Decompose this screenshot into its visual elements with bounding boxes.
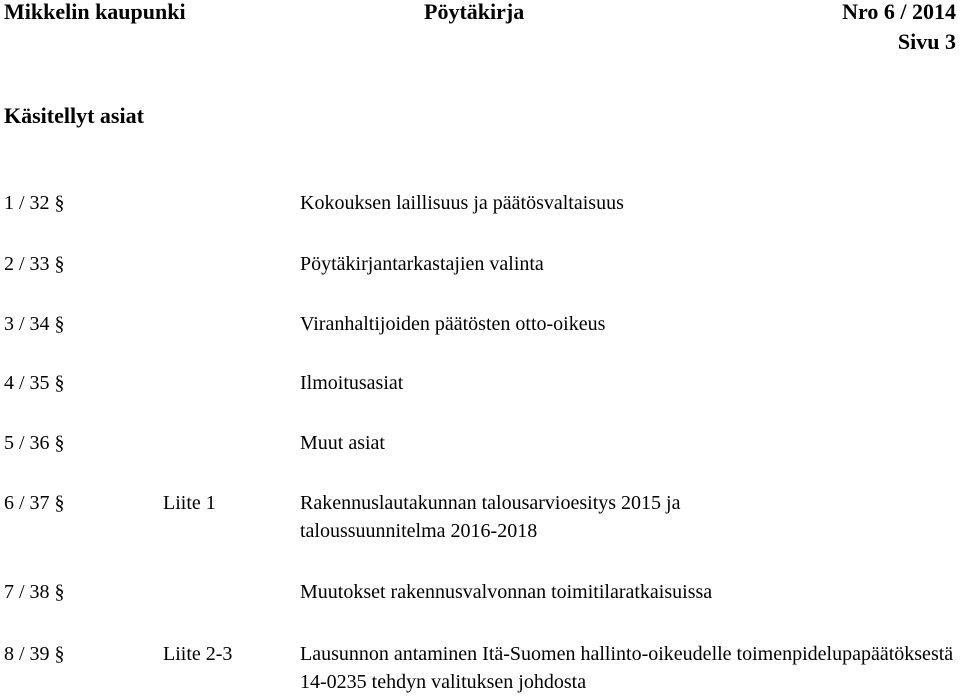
item-title: Ilmoitusasiat [300, 372, 404, 394]
section-title: Käsitellyt asiat [4, 103, 144, 128]
item-title: Muut asiat [300, 432, 385, 454]
item-number: 3 / 34 § [4, 313, 65, 335]
document-type: Pöytäkirja [424, 0, 525, 24]
item-number: 5 / 36 § [4, 432, 65, 454]
item-number: 7 / 38 § [4, 581, 65, 603]
item-number: 4 / 35 § [4, 372, 65, 394]
document-number: Nro 6 / 2014 [842, 0, 956, 24]
item-title: Kokouksen laillisuus ja päätösvaltaisuus [300, 192, 624, 214]
item-attachment: Liite 1 [163, 492, 216, 514]
item-number: 8 / 39 § [4, 643, 65, 665]
organization-name: Mikkelin kaupunki [4, 0, 186, 24]
item-number: 1 / 32 § [4, 192, 65, 214]
item-title: Muutokset rakennusvalvonnan toimitilaratkaisuissa [300, 581, 713, 603]
item-title: Viranhaltijoiden päätösten otto-oikeus [300, 313, 606, 335]
item-title: Lausunnon antaminen Itä-Suomen hallinto-oikeudelle toimenpidelupapäätöksestä 14-0235 tehdyn valituksen johdosta [300, 643, 954, 693]
item-number: 2 / 33 § [4, 253, 65, 275]
item-title: Rakennuslautakunnan talousarvioesitys 2015 ja taloussuunnitelma 2016-2018 [300, 492, 681, 542]
item-attachment: Liite 2-3 [163, 643, 233, 665]
item-number: 6 / 37 § [4, 492, 65, 514]
item-title: Pöytäkirjantarkastajien valinta [300, 253, 544, 275]
page-number: Sivu 3 [897, 29, 956, 54]
